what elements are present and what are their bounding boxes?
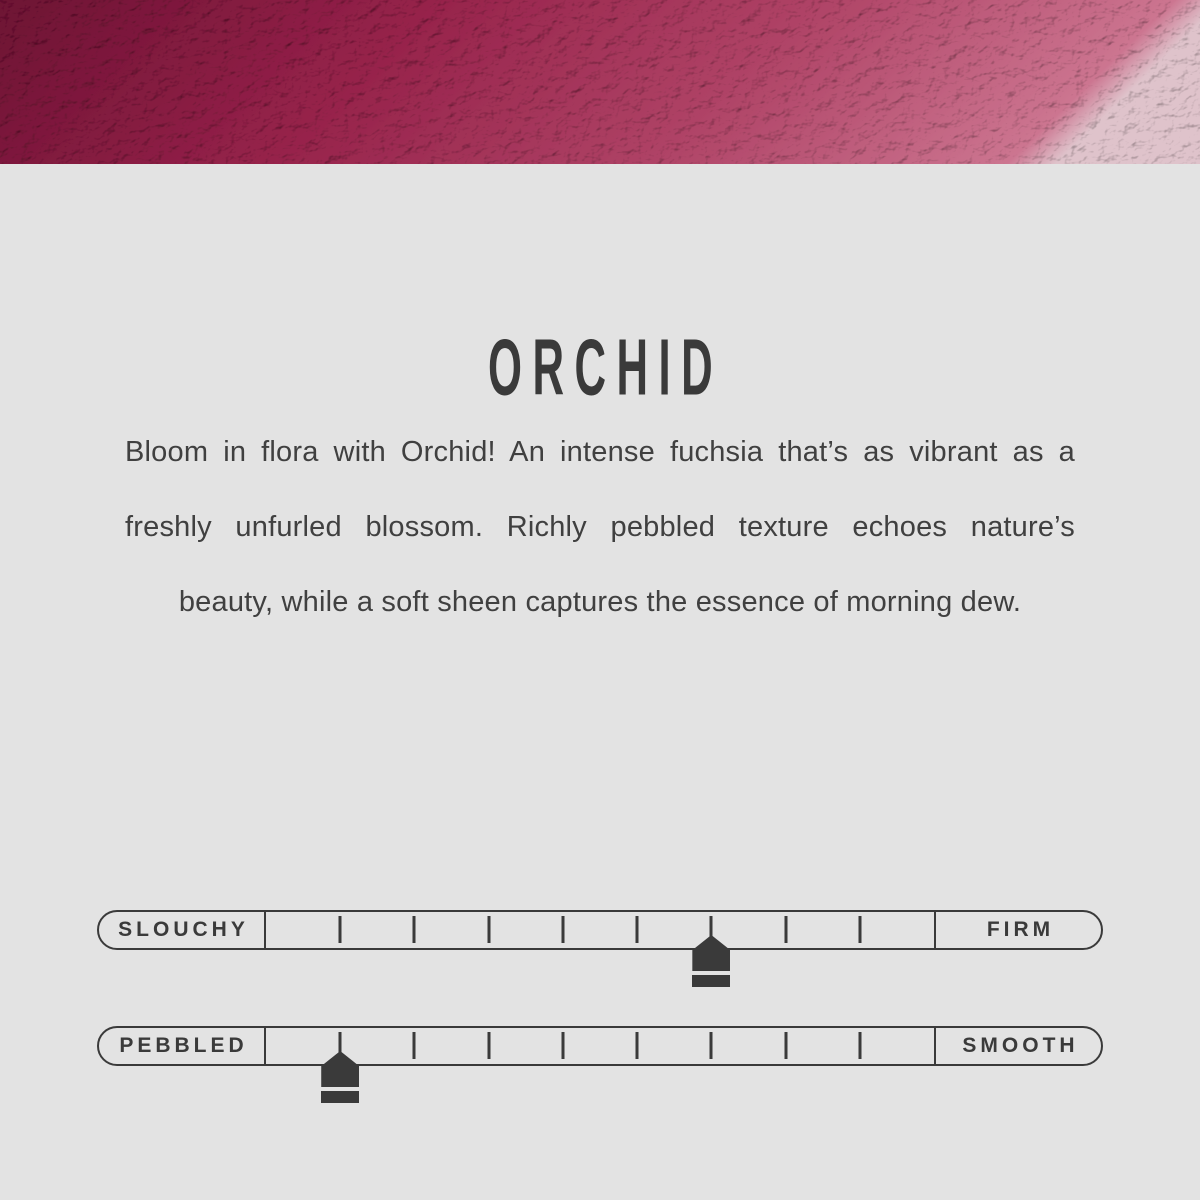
- product-description: [125, 437, 1075, 662]
- page-title-text: ORCHID: [487, 322, 723, 413]
- description-line: freshly unfurled blossom. Richly pebbled texture echoes nature’s: [125, 511, 1075, 543]
- slider-right-label: FIRM: [934, 912, 1101, 948]
- slider-tick: [858, 1032, 861, 1059]
- marker-base-icon: [692, 975, 730, 987]
- slider-track: [266, 1028, 934, 1064]
- slider-tick: [858, 916, 861, 943]
- slider-tick: [561, 1032, 564, 1059]
- slider-left-label: PEBBLED: [99, 1028, 266, 1064]
- slider-tick: [784, 1032, 787, 1059]
- slider-tick: [339, 916, 342, 943]
- slider-pill: [97, 910, 1103, 950]
- slider-slouchy-firm: [97, 910, 1103, 950]
- slider-right-label: SMOOTH: [934, 1028, 1101, 1064]
- slider-pill: [97, 1026, 1103, 1066]
- slider-tick: [561, 916, 564, 943]
- slider-track: [266, 912, 934, 948]
- slider-marker: [321, 1051, 359, 1103]
- marker-head-icon: [692, 935, 730, 971]
- slider-tick: [784, 916, 787, 943]
- description-line: Bloom in flora with Orchid! An intense fuchsia that’s as vibrant as a: [125, 436, 1075, 468]
- slider-tick: [710, 1032, 713, 1059]
- leather-texture-image: [0, 0, 1200, 164]
- page-title: [0, 322, 1200, 413]
- slider-tick: [487, 1032, 490, 1059]
- slider-left-label: SLOUCHY: [99, 912, 266, 948]
- slider-tick: [636, 1032, 639, 1059]
- marker-base-icon: [321, 1091, 359, 1103]
- marker-head-icon: [321, 1051, 359, 1087]
- slider-tick: [413, 916, 416, 943]
- description-line: beauty, while a soft sheen captures the essence of morning dew.: [178, 586, 1022, 618]
- slider-pebbled-smooth: [97, 1026, 1103, 1066]
- leather-texture-svg: [0, 0, 1200, 164]
- slider-tick: [636, 916, 639, 943]
- slider-marker: [692, 935, 730, 987]
- slider-tick: [487, 916, 490, 943]
- slider-tick: [413, 1032, 416, 1059]
